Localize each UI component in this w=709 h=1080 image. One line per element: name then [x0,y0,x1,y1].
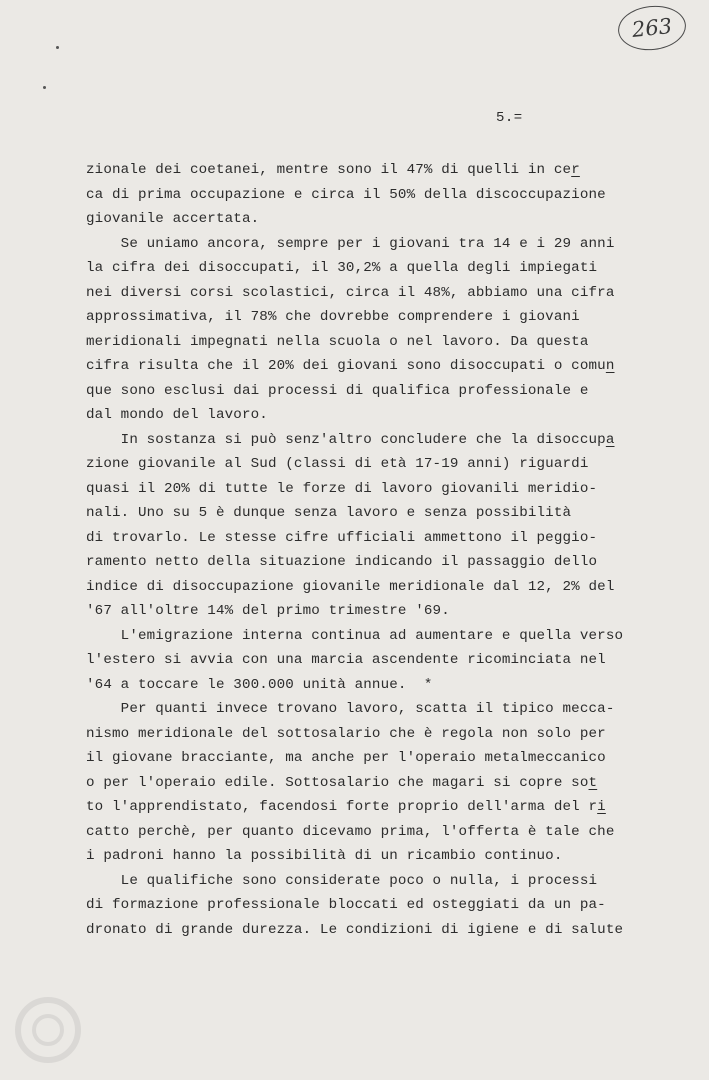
text-line [86,305,616,330]
line-text: Se uniamo ancora, sempre per i giovani tra 14 e i 29 anni [86,235,615,252]
line-text: i padroni hanno la possibilità di un ricambio continuo. [86,848,563,864]
text-line [86,354,616,379]
line-text: '64 a toccare le 300.000 unità annue. * [86,676,433,693]
text-line [86,526,616,551]
text-line [86,330,616,355]
text-line [86,477,616,502]
line-text: il giovane bracciante, ma anche per l'operaio metalmeccanico [86,750,606,766]
line-text: ca di prima occupazione e circa il 50% della discoccupazione [86,186,606,203]
text-line [86,624,624,649]
line-text: l'estero si avvia con una marcia ascendente ricominciata nel [86,652,606,668]
underlined-hyphenation-fragment: n [605,358,615,374]
line-text: que sono esclusi dai processi di qualifica professionale e [86,382,589,399]
text-line [86,746,616,771]
underlined-hyphenation-fragment: i [597,799,606,815]
text-line [86,232,616,257]
line-text: Le qualifiche sono considerate poco o nulla, i processi [86,872,598,889]
archive-watermark-icon [8,990,88,1070]
text-line [86,379,616,404]
handwritten-folio-number: 263 [616,3,688,54]
text-line [86,452,616,477]
text-line [86,771,616,796]
line-text: di formazione professionale bloccati ed osteggiati da un pa- [86,897,606,913]
line-text: zione giovanile al Sud (classi di età 17-19 anni) riguardi [86,456,589,472]
line-text: cifra risulta che il 20% dei giovani sono disoccupati o comu [86,358,606,374]
line-text: nali. Uno su 5 è dunque senza lavoro e senza possibilità [86,505,572,521]
text-line [86,673,616,698]
text-line [86,918,624,943]
line-text: zionale dei coetanei, mentre sono il 47% di quelli in ce [86,162,572,178]
text-line [86,575,616,600]
underlined-hyphenation-fragment: t [588,774,598,791]
scan-speck [43,86,46,89]
page-number: 5.= [496,110,523,126]
line-text: la cifra dei disoccupati, il 30,2% a quella degli impiegati [86,260,598,276]
line-text: L'emigrazione interna continua ad aumentare e quella verso [86,627,624,644]
text-line [86,256,616,281]
underlined-hyphenation-fragment: a [605,431,615,448]
text-line [86,648,616,673]
text-line [86,281,616,306]
text-line [86,428,616,453]
line-text: In sostanza si può senz'altro concludere che la disoccup [86,431,606,448]
line-text: di trovarlo. Le stesse cifre ufficiali ammettono il peggio- [86,529,598,546]
text-line [86,207,616,232]
text-line [86,501,616,526]
line-text: meridionali impegnati nella scuola o nel lavoro. Da questa [86,333,589,350]
text-line [86,403,616,428]
line-text: approssimativa, il 78% che dovrebbe comprendere i giovani [86,309,580,325]
scan-speck [56,46,59,49]
underlined-hyphenation-fragment: r [571,162,580,178]
line-text: '67 all'oltre 14% del primo trimestre '69. [86,603,450,619]
text-line [86,158,616,183]
line-text: catto perchè, per quanto dicevamo prima, l'offerta è tale che [86,823,615,840]
text-line [86,869,616,894]
line-text: ramento netto della situazione indicando il passaggio dello [86,554,598,570]
line-text: to l'apprendistato, facendosi forte proprio dell'arma del r [86,799,598,815]
text-line [86,697,616,722]
line-text: quasi il 20% di tutte le forze di lavoro giovanili meridio- [86,480,598,497]
line-text: nei diversi corsi scolastici, circa il 48%, abbiamo una cifra [86,284,615,301]
body-text [86,158,624,942]
line-text: o per l'operaio edile. Sottosalario che magari si copre so [86,774,589,791]
text-line [86,550,616,575]
line-text: nismo meridionale del sottosalario che è regola non solo per [86,725,606,742]
line-text: indice di disoccupazione giovanile meridionale dal 12, 2% del [86,578,615,595]
text-line [86,844,616,869]
text-line [86,599,616,624]
line-text: Per quanti invece trovano lavoro, scatta il tipico mecca- [86,701,615,717]
text-line [86,893,616,918]
text-line [86,820,616,845]
line-text: giovanile accertata. [86,211,260,227]
line-text: dronato di grande durezza. Le condizioni di igiene e di salute [86,921,624,938]
text-line [86,795,616,820]
text-line [86,183,616,208]
text-line [86,722,616,747]
line-text: dal mondo del lavoro. [86,407,268,423]
